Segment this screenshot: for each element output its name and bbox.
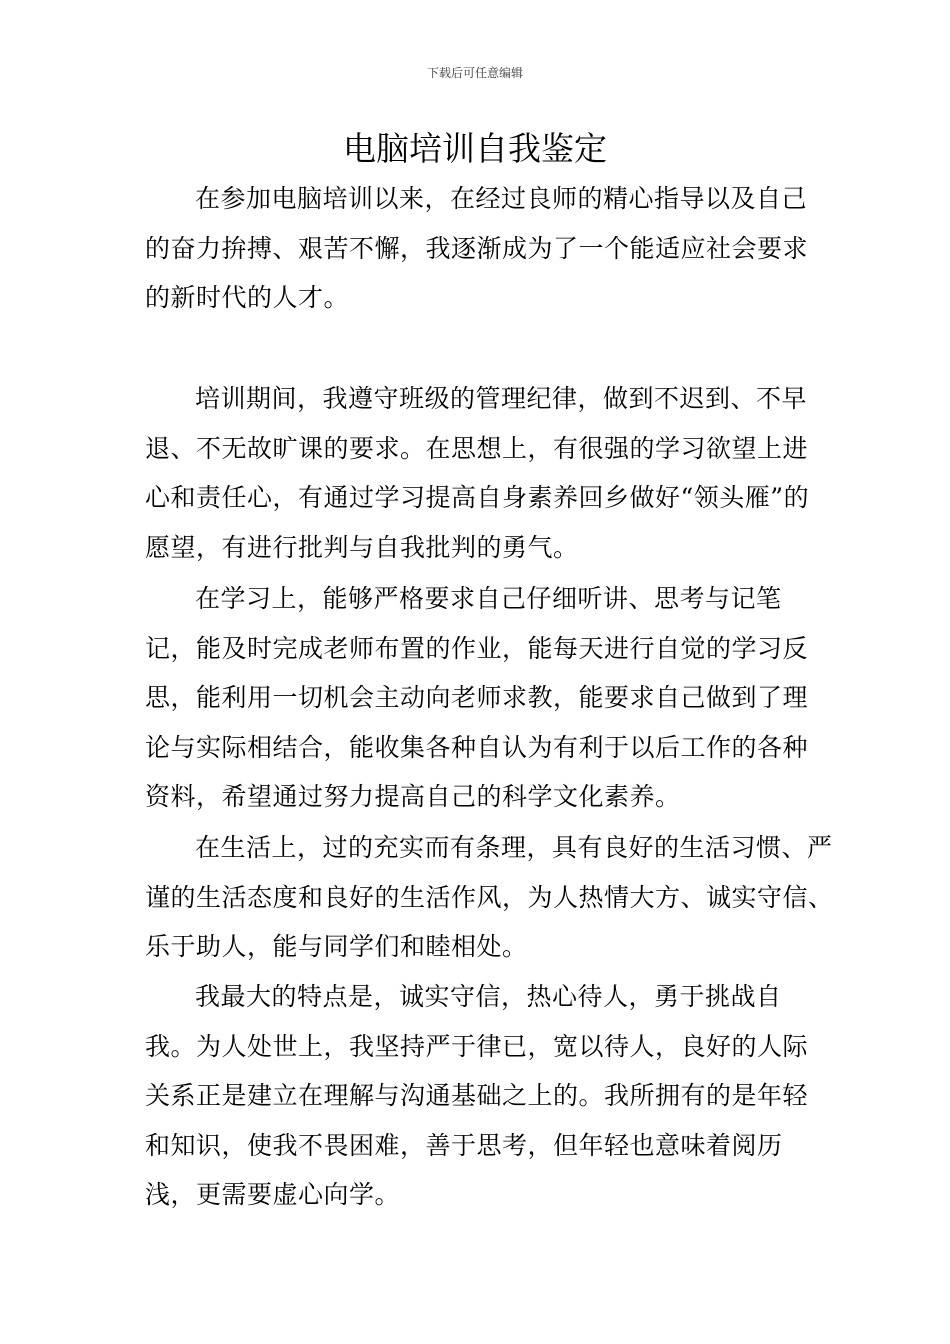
paragraph-discipline: 培训期间，我遵守班级的管理纪律，做到不迟到、不早退、不无故旷课的要求。在思想上，有很强的学习欲望上进心和责任心，有通过学习提高自身素养回乡做好“领头雁”的愿望，有进行批判与自我批判的勇气。 <box>145 384 810 562</box>
paragraph-character: 我最大的特点是，诚实守信，热心待人，勇于挑战自我。为人处世上，我坚持严于律已，宽以待人，良好的人际关系正是建立在理解与沟通基础之上的。我所拥有的是年轻和知识，使我不畏困难，善于思考，但年轻也意味着阅历浅，更需要虚心向学。 <box>145 982 809 1210</box>
paragraph-study: 在学习上，能够严格要求自己仔细听讲、思考与记笔记，能及时完成老师布置的作业，能每天进行自觉的学习反思，能利用一切机会主动向老师求教，能要求自己做到了理论与实际相结合，能收集各种自认为有利于以后工作的各种资料，希望通过努力提高自己的科学文化素养。 <box>145 584 809 812</box>
paragraph-life: 在生活上，过的充实而有条理，具有良好的生活习惯、严谨的生活态度和良好的生活作风，为人热情大方、诚实守信、乐于助人，能与同学们和睦相处。 <box>145 833 834 962</box>
paragraph-intro: 在参加电脑培训以来，在经过良师的精心指导以及自己的奋力拚搏、艰苦不懈，我逐渐成为了一个能适应社会要求的新时代的人才。 <box>145 184 809 313</box>
page-header-note: 下载后可任意编辑 <box>426 66 523 80</box>
document-title: 电脑培训自我鉴定 <box>343 129 607 168</box>
